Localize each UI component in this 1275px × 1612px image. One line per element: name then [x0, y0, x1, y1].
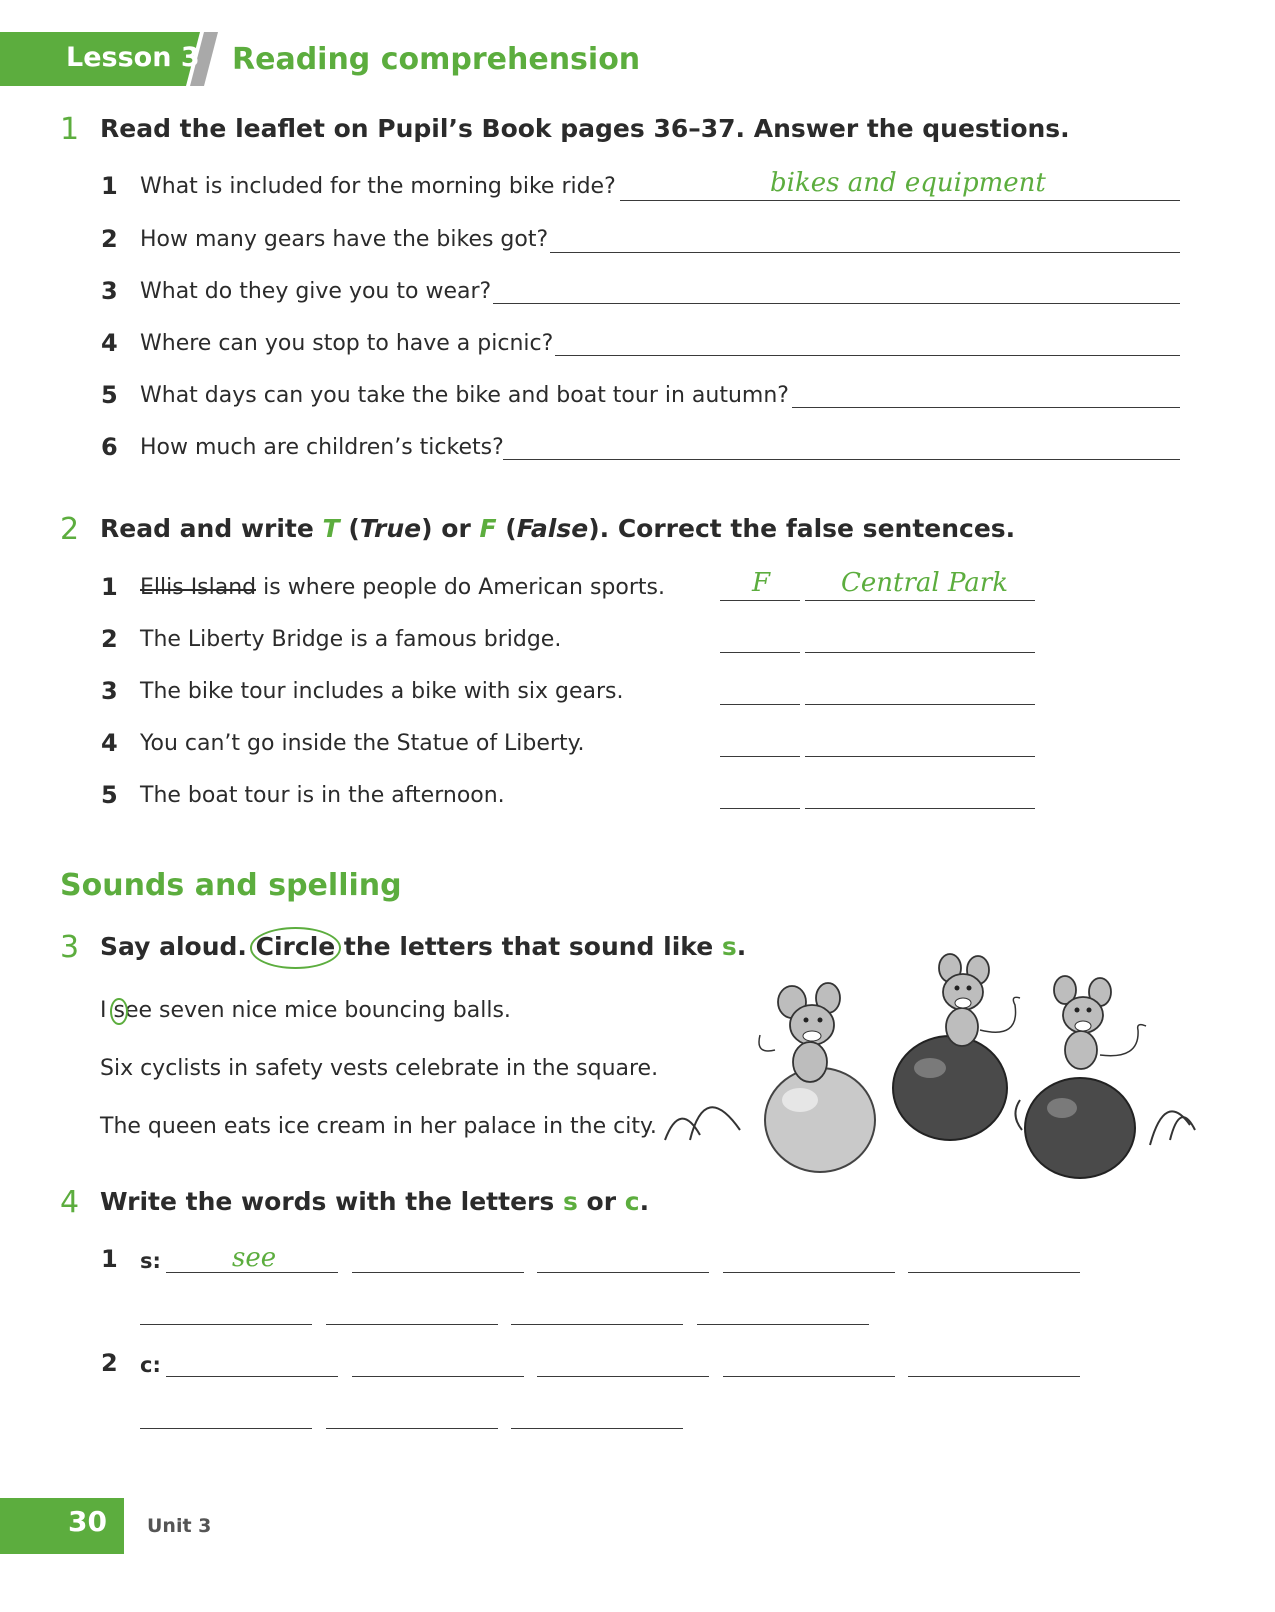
exercise-1-number: 1 [60, 112, 80, 147]
sentence-2: Six cyclists in safety vests celebrate in the square. [100, 1056, 659, 1081]
word-line[interactable] [723, 1272, 895, 1273]
item-number: 3 [101, 677, 118, 705]
row-number: 2 [101, 1349, 118, 1377]
answer-line[interactable] [792, 407, 1180, 408]
word-line[interactable] [166, 1272, 338, 1273]
correction-line[interactable] [805, 704, 1035, 705]
tf-line[interactable] [720, 600, 800, 601]
answer-line[interactable] [555, 355, 1180, 356]
item-sentence: Ellis Island is where people do American sports. [140, 575, 665, 600]
word-line[interactable] [908, 1376, 1080, 1377]
question-number: 6 [101, 433, 118, 461]
tf-line[interactable] [720, 808, 800, 809]
section-title: Sounds and spelling [60, 868, 402, 903]
page-number: 30 [68, 1505, 107, 1538]
word-line[interactable] [166, 1376, 338, 1377]
correction-answer: Central Park [841, 568, 1008, 598]
row-label: c: [140, 1353, 161, 1377]
item-number: 5 [101, 781, 118, 809]
word-line[interactable] [511, 1324, 683, 1325]
question-text: How many gears have the bikes got? [140, 227, 549, 252]
item-sentence: The Liberty Bridge is a famous bridge. [140, 627, 562, 652]
answer-text: bikes and equipment [770, 168, 1046, 198]
question-text: What do they give you to wear? [140, 279, 492, 304]
mice-on-balls-illustration [660, 950, 1205, 1190]
circled-word: Circle [255, 932, 336, 961]
lesson-title: Reading comprehension [232, 42, 641, 77]
unit-label: Unit 3 [147, 1515, 212, 1537]
question-text: Where can you stop to have a picnic? [140, 331, 554, 356]
exercise-3-number: 3 [60, 930, 80, 965]
correction-line[interactable] [805, 600, 1035, 601]
item-sentence: The bike tour includes a bike with six gears. [140, 679, 624, 704]
word-line[interactable] [908, 1272, 1080, 1273]
item-number: 1 [101, 573, 118, 601]
tf-line[interactable] [720, 756, 800, 757]
correction-line[interactable] [805, 652, 1035, 653]
question-number: 4 [101, 329, 118, 357]
question-text: What days can you take the bike and boat tour in autumn? [140, 383, 789, 408]
item-number: 4 [101, 729, 118, 757]
correction-line[interactable] [805, 808, 1035, 809]
question-number: 5 [101, 381, 118, 409]
word-line[interactable] [140, 1428, 312, 1429]
answer-line[interactable] [550, 252, 1180, 253]
word-line[interactable] [537, 1272, 709, 1273]
tf-answer: F [752, 568, 771, 598]
lesson-label: Lesson 3 [66, 42, 200, 73]
word-line[interactable] [326, 1324, 498, 1325]
exercise-2-title: Read and write T (True) or F (False). Correct the false sentences. [100, 514, 1016, 543]
exercise-1-title: Read the leaflet on Pupil’s Book pages 36–37. Answer the questions. [100, 114, 1070, 143]
question-text: How much are children’s tickets? [140, 435, 504, 460]
correction-line[interactable] [805, 756, 1035, 757]
question-number: 3 [101, 277, 118, 305]
exercise-3-title: Say aloud. Circle the letters that sound like s. [100, 932, 747, 961]
answer-line[interactable] [503, 459, 1180, 460]
answer-line[interactable] [493, 303, 1180, 304]
item-sentence: The boat tour is in the afternoon. [140, 783, 505, 808]
row-label: s: [140, 1249, 161, 1273]
row-number: 1 [101, 1245, 118, 1273]
circled-letter[interactable]: s [113, 998, 125, 1023]
struck-text: Ellis Island [140, 575, 257, 600]
word-line[interactable] [352, 1376, 524, 1377]
question-number: 2 [101, 225, 118, 253]
word-line[interactable] [537, 1376, 709, 1377]
tf-line[interactable] [720, 704, 800, 705]
exercise-4-title: Write the words with the letters s or c. [100, 1187, 650, 1216]
sentence-3: The queen eats ice cream in her palace in the city. [100, 1114, 657, 1139]
item-sentence: You can’t go inside the Statue of Liberty. [140, 731, 585, 756]
word-line[interactable] [697, 1324, 869, 1325]
word-line[interactable] [352, 1272, 524, 1273]
word-answer: see [232, 1243, 277, 1273]
question-text: What is included for the morning bike ride? [140, 174, 616, 199]
tf-line[interactable] [720, 652, 800, 653]
exercise-2-number: 2 [60, 512, 80, 547]
question-number: 1 [101, 172, 118, 200]
item-number: 2 [101, 625, 118, 653]
word-line[interactable] [140, 1324, 312, 1325]
answer-line[interactable] [620, 200, 1180, 201]
word-line[interactable] [723, 1376, 895, 1377]
exercise-4-number: 4 [60, 1185, 80, 1220]
word-line[interactable] [511, 1428, 683, 1429]
sentence-1: I see seven nice mice bouncing balls. [100, 998, 511, 1023]
word-line[interactable] [326, 1428, 498, 1429]
